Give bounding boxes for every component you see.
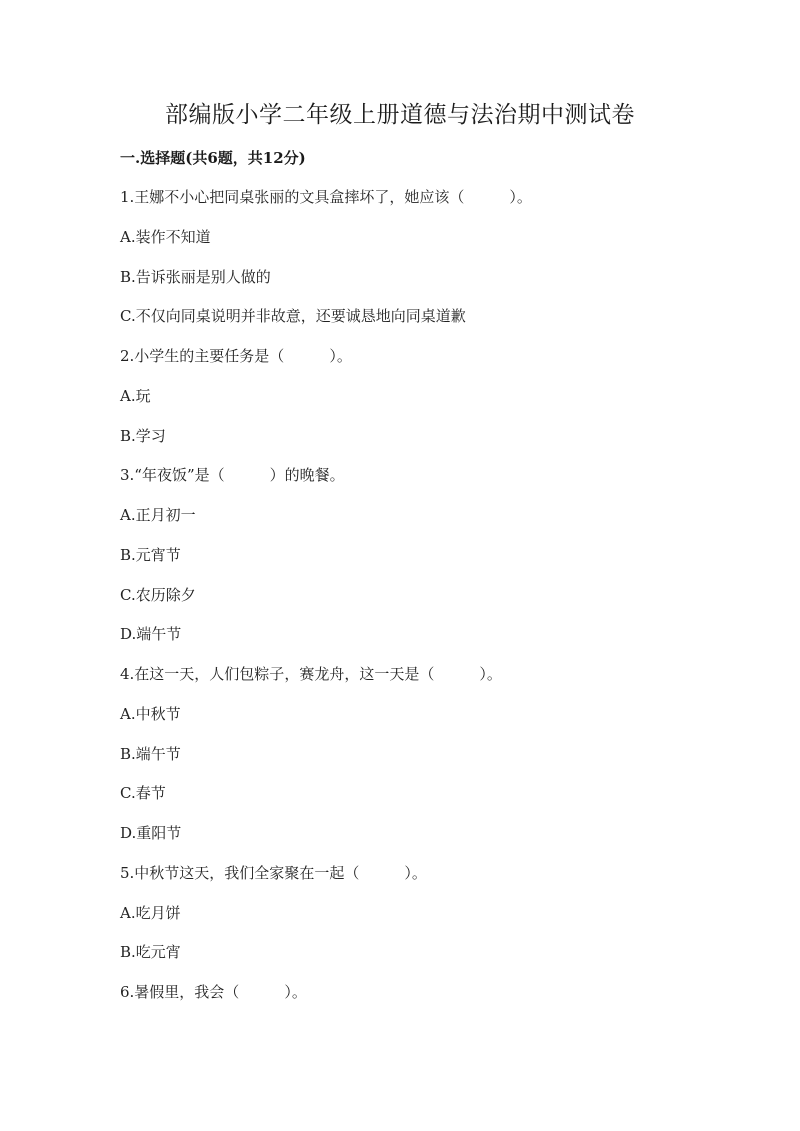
question-1: 1.王娜不小心把同桌张丽的文具盒摔坏了，她应该（ ）。: [120, 188, 532, 206]
question-5-option-b: B.吃元宵: [120, 943, 181, 962]
question-3: 3.“年夜饭”是（ ）的晚餐。: [120, 466, 345, 485]
question-1-option-b: B.告诉张丽是别人做的: [120, 267, 271, 286]
question-1-option-a: A.装作不知道: [120, 227, 211, 246]
question-3-option-b: B.元宵节: [120, 545, 181, 564]
question-6: 6.暑假里，我会（ ）。: [120, 983, 307, 1001]
question-4: 4.在这一天，人们包粽子，赛龙舟，这一天是（ ）。: [120, 665, 502, 683]
question-4-option-b: B.端午节: [120, 744, 181, 763]
question-4-option-d: D.重阳节: [120, 824, 182, 842]
question-4-option-c: C.春节: [120, 784, 166, 803]
question-2-option-b: B.学习: [120, 426, 166, 445]
section-heading: 一.选择题(共6题，共12分): [120, 149, 306, 167]
page-title: 部编版小学二年级上册道德与法治期中测试卷: [165, 102, 635, 128]
question-3-option-d: D.端午节: [120, 625, 182, 644]
question-4-option-a: A.中秋节: [120, 704, 181, 723]
question-3-option-a: A.正月初一: [120, 506, 196, 524]
question-5-option-a: A.吃月饼: [120, 903, 181, 922]
question-2: 2.小学生的主要任务是（ ）。: [120, 347, 352, 365]
question-2-option-a: A.玩: [120, 386, 151, 405]
question-3-option-c: C.农历除夕: [120, 585, 196, 604]
question-5: 5.中秋节这天，我们全家聚在一起（ ）。: [120, 863, 427, 882]
question-1-option-c: C.不仅向同桌说明并非故意，还要诚恳地向同桌道歉: [120, 307, 466, 326]
question-list: [120, 186, 720, 1021]
